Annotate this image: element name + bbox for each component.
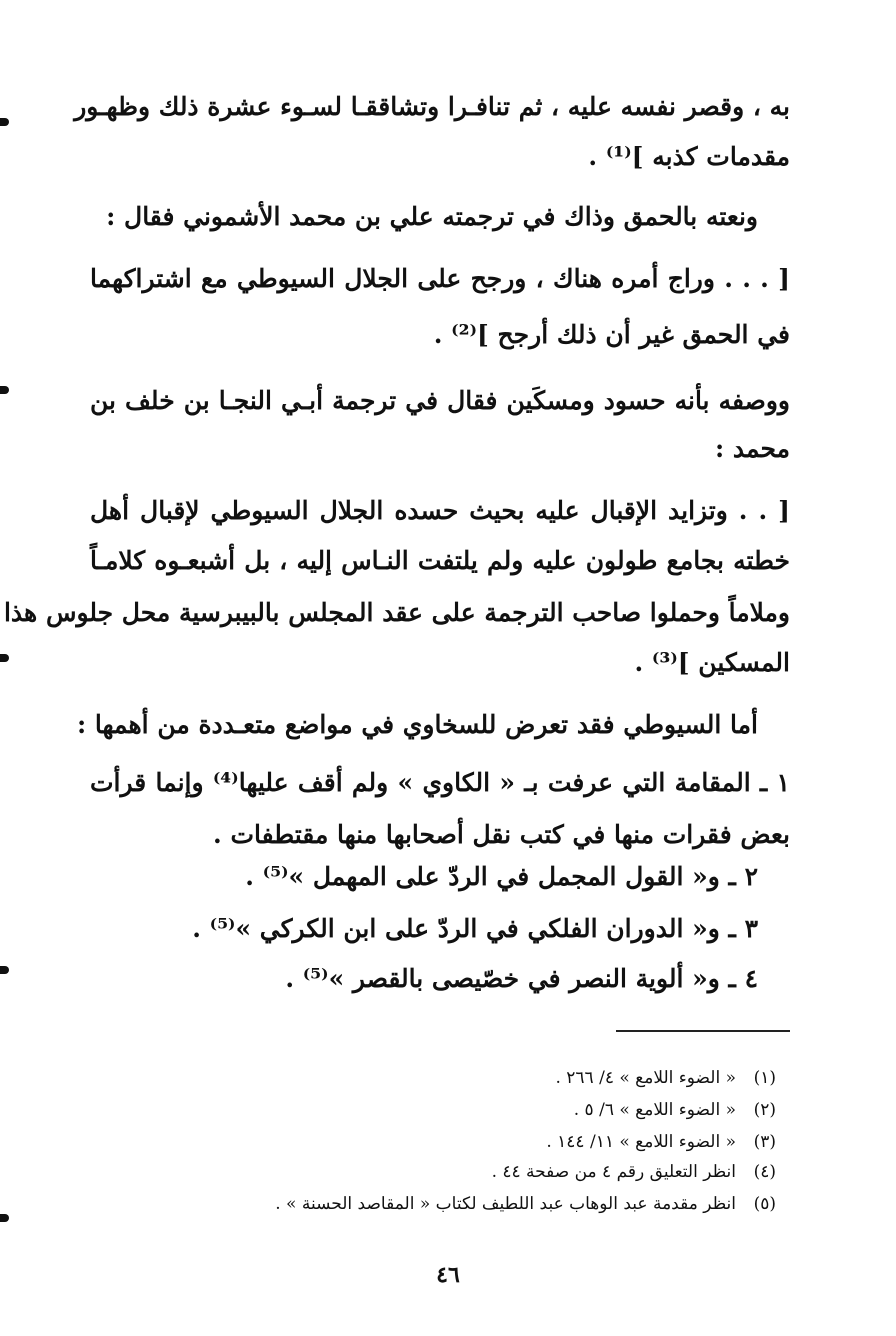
footnote-number: (٣) xyxy=(753,1132,776,1152)
footnote xyxy=(546,1130,776,1154)
text-line: في الحمق غير أن ذلك أرجح ]⁽²⁾ . xyxy=(433,320,790,349)
text-line: محمد : xyxy=(714,434,790,463)
footnote-separator xyxy=(616,1030,790,1032)
footnote xyxy=(555,1066,776,1090)
footnote-number: (٥) xyxy=(753,1194,776,1214)
text-line: [ . . وتزايد الإقبال عليه بحيث حسده الجلال السيوطي لإقبال أهل xyxy=(90,496,790,525)
footnote-text: « الضوء اللامع » ٤/ ٢٦٦ . xyxy=(555,1068,736,1088)
text-line: ١ ـ المقامة التي عرفت بـ « الكاوي » ولم أقف عليها⁽⁴⁾ وإنما قرأت xyxy=(90,768,790,797)
text-line: بعض فقرات منها في كتب نقل أصحابها منها مقتطفات . xyxy=(213,820,790,849)
binding-mark xyxy=(0,654,9,662)
footnote xyxy=(492,1160,776,1184)
footnote-text: « الضوء اللامع » ١١/ ١٤٤ . xyxy=(546,1132,736,1152)
binding-mark xyxy=(0,1214,9,1222)
text-line: مقدمات كذبه ]⁽¹⁾ . xyxy=(588,142,790,171)
text-line: المسكين ]⁽³⁾ . xyxy=(634,648,790,677)
binding-mark xyxy=(0,386,9,394)
text-line: [ . . . وراج أمره هناك ، ورجح على الجلال السيوطي مع اشتراكهما xyxy=(90,264,790,293)
list-item: ٣ ـ و« الدوران الفلكي في الردّ على ابن الكركي »⁽⁵⁾ . xyxy=(192,914,758,943)
text-line: به ، وقصر نفسه عليه ، ثم تنافـرا وتشاققـا لسـوء عشرة ذلك وظهـور xyxy=(74,92,790,121)
list-item: ٤ ـ و« ألوية النصر في خصّيصى بالقصر »⁽⁵⁾ . xyxy=(285,964,758,993)
text-line: ووصفه بأنه حسود ومسكَين فقال في ترجمة أبـي النجـا بن خلف بن xyxy=(90,386,790,415)
footnote xyxy=(275,1192,776,1216)
footnote-number: (٢) xyxy=(753,1100,776,1120)
text-line: ونعته بالحمق وذاك في ترجمته علي بن محمد الأشموني فقال : xyxy=(106,202,758,231)
footnote xyxy=(574,1098,776,1122)
text-line: وملاماً وحملوا صاحب الترجمة على عقد المجلس بالبيبرسية محل جلوس هذا xyxy=(3,598,790,627)
binding-mark xyxy=(0,966,9,974)
binding-mark xyxy=(0,118,9,126)
text-line: خطته بجامع طولون عليه ولم يلتفت النـاس إليه ، بل أشبعـوه كلامـاً xyxy=(90,546,790,575)
text-line: أما السيوطي فقد تعرض للسخاوي في مواضع متعـددة من أهمها : xyxy=(76,710,758,739)
footnote-number: (٤) xyxy=(753,1162,776,1182)
footnote-number: (١) xyxy=(753,1068,776,1088)
footnote-text: « الضوء اللامع » ٦/ ٥ . xyxy=(573,1100,736,1120)
footnote-text: انظر التعليق رقم ٤ من صفحة ٤٤ . xyxy=(491,1162,736,1182)
list-item: ٢ ـ و« القول المجمل في الردّ على المهمل »⁽⁵⁾ . xyxy=(245,862,758,891)
footnote-text: انظر مقدمة عبد الوهاب عبد اللطيف لكتاب « المقاصد الحسنة » . xyxy=(275,1194,736,1214)
page-number: ٤٦ xyxy=(436,1262,460,1288)
